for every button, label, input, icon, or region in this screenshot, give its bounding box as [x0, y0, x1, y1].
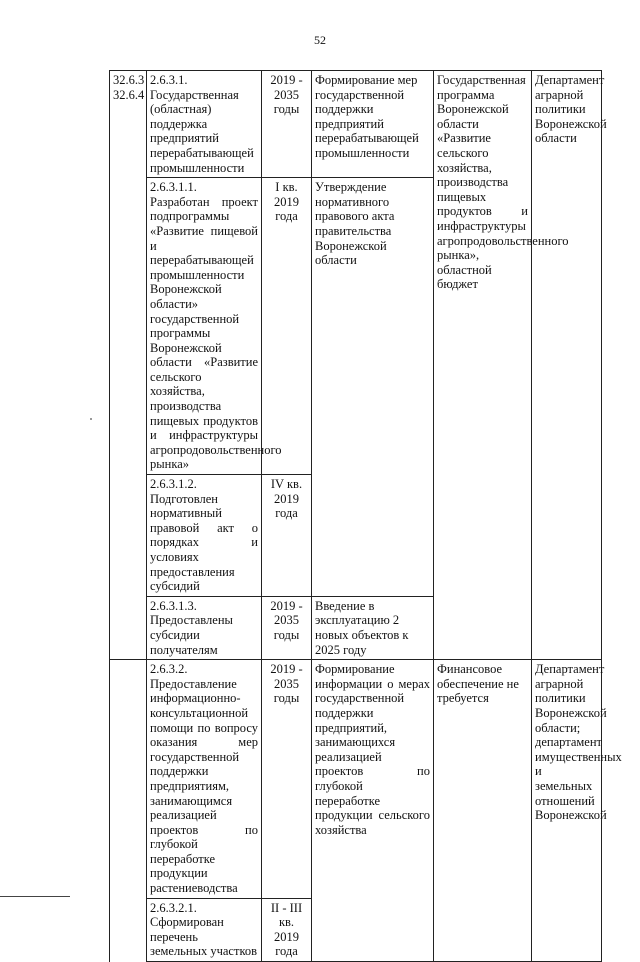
- result-cell: Введение в эксплуатацию 2 новых объектов к 2025 году: [312, 596, 434, 659]
- funding-source-cell: Государственная программа Воронежской области «Развитие сельского хозяйства, производства пищевых продуктов и инфраструктуры агропродовольственного рынка», областной бюджет: [434, 71, 532, 660]
- event-name-cell: 2.6.3.2. Предоставление информационно-консультационной помощи по вопросу оказания мер государственной поддержки предприятиям, занимающимся реализацией проектов по глубокой переработке продукции растениеводства: [147, 660, 262, 899]
- plan-table: [109, 70, 622, 962]
- event-name-cell: 2.6.3.2.1. Сформирован перечень земельных участков: [147, 898, 262, 961]
- table-row: [110, 71, 602, 178]
- period-cell: IV кв. 2019 года: [262, 475, 312, 597]
- event-name-cell: 2.6.3.1.1. Разработан проект подпрограммы «Развитие пищевой и перерабатывающей промышленности Воронежской области» государственной программы Воронежской области «Развитие сельского хозяйства, производства пищевых продуктов и инфраструктуры агропродовольственного рынка»: [147, 178, 262, 475]
- code-cell: [110, 660, 147, 962]
- code-text: 32.6.3: [113, 73, 145, 87]
- funding-source-cell: Финансовое обеспечение не требуется: [434, 660, 532, 962]
- result-cell: Формирование мер государственной поддержки предприятий перерабатывающей промышленности: [312, 71, 434, 178]
- result-cell: Формирование информации о мерах государственной поддержки предприятий, занимающихся реализацией проектов по глубокой переработке продукции сельского хозяйства: [312, 660, 434, 962]
- page-number: 52: [314, 33, 326, 47]
- code-text: 32.6.4: [113, 87, 145, 102]
- event-name-cell: 2.6.3.1. Государственная (областная) поддержка предприятий перерабатывающей промышленности: [147, 71, 262, 178]
- result-cell: Утверждение нормативного правового акта правительства Воронежской области: [312, 178, 434, 597]
- responsible-cell: Департамент аграрной политики Воронежской области; департамент имущественных и земельных отношений Воронежской: [532, 660, 602, 962]
- period-cell: I кв. 2019 года: [262, 178, 312, 475]
- event-name-cell: 2.6.3.1.3. Предоставлены субсидии получателям: [147, 596, 262, 659]
- table-row: [110, 660, 602, 899]
- scan-mark: [90, 418, 92, 420]
- footnote-rule: [0, 896, 70, 897]
- responsible-cell: Департамент аграрной политики Воронежской области: [532, 71, 602, 660]
- period-cell: 2019 - 2035 годы: [262, 660, 312, 899]
- period-cell: II - III кв. 2019 года: [262, 898, 312, 961]
- period-cell: 2019 - 2035 годы: [262, 596, 312, 659]
- period-cell: 2019 - 2035 годы: [262, 71, 312, 178]
- event-name-cell: 2.6.3.1.2. Подготовлен нормативный правовой акт о порядках и условиях предоставления субсидий: [147, 475, 262, 597]
- code-cell: [110, 71, 147, 660]
